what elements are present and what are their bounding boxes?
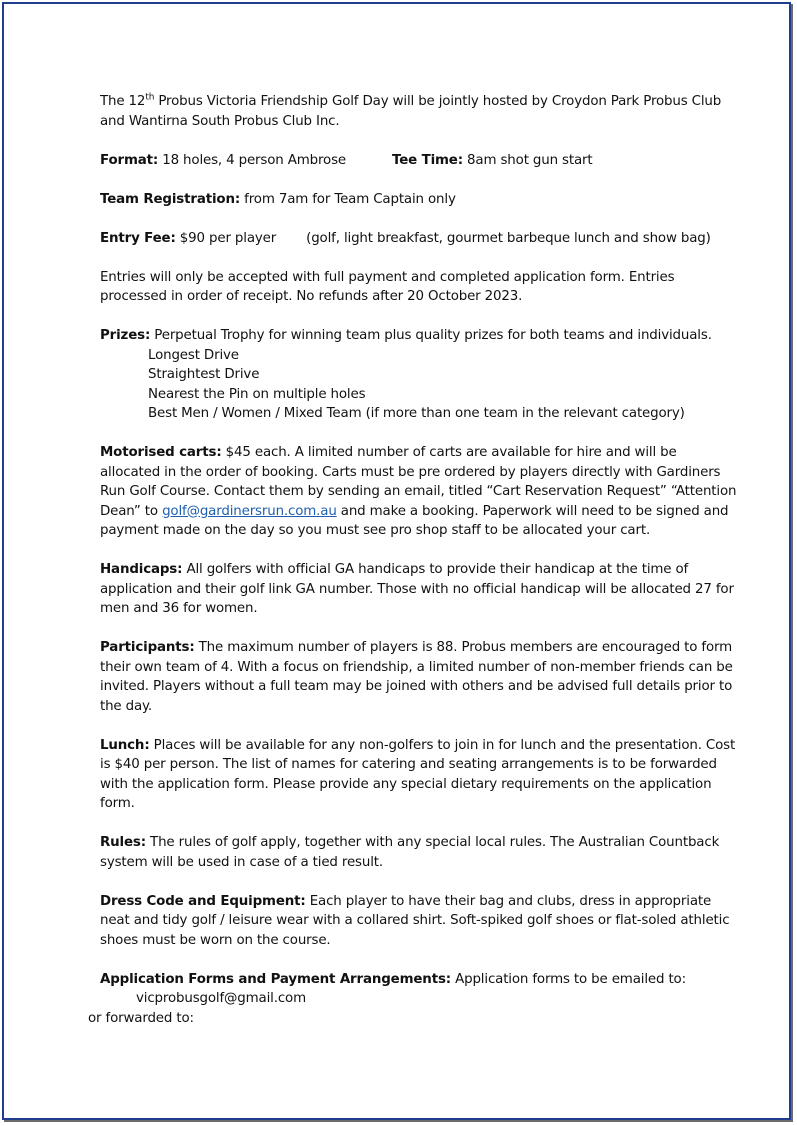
registration-line: Team Registration: from 7am for Team Captain only (100, 191, 456, 207)
prize-item: Straightest Drive (148, 367, 260, 382)
application-email: vicprobusgolf@gmail.com (136, 991, 306, 1006)
application-paragraph: Application Forms and Payment Arrangements: Application forms to be emailed to: (100, 971, 686, 987)
entry-fee-note: (golf, light breakfast, gourmet barbeque lunch and show bag) (306, 230, 711, 246)
participants-paragraph: Participants: The maximum number of players is 88. Probus members are encouraged to form their own team of 4. With a focus on friendship, a limited number of non-member friends can be invited. Players without a full team may be joined with others and be advised full details prior to the day. (100, 640, 733, 714)
entry-fee-line: Entry Fee: $90 per player (golf, light breakfast, gourmet barbeque lunch and show bag) (100, 230, 711, 246)
prize-item: Best Men / Women / Mixed Team (if more than one team in the relevant category) (148, 406, 685, 421)
cart-email-link[interactable]: golf@gardinersrun.com.au (162, 503, 337, 519)
intro-paragraph: The 12th Probus Victoria Friendship Golf Day will be jointly hosted by Croydon Park Probus Club and Wantirna South Probus Club Inc. (100, 92, 722, 129)
tee-time-value: 8am shot gun start (462, 152, 593, 168)
format-label: Format: (100, 152, 159, 168)
document-body (88, 92, 740, 1028)
lunch-paragraph: Lunch: Places will be available for any non-golfers to join in for lunch and the presentation. Cost is $40 per person. The list of names for catering and seating arrangements is to be forwarded with the application form. Please provide any special dietary requirements on the application form. (100, 737, 736, 811)
forwarded-line: or forwarded to: (88, 1010, 194, 1026)
carts-paragraph: Motorised carts: $45 each. A limited number of carts are available for hire and will be allocated in the order of booking. Carts must be pre ordered by players directly with Gardiners Run Golf Course. Contact them by sending an email, titled “Cart Reservation Request” “Attention Dean” to golf@gardinersrun.com.au and make a booking. Paperwork will need to be signed and payment made on the day so you must see pro shop staff to be allocated your cart. (100, 445, 737, 538)
prize-item: Nearest the Pin on multiple holes (148, 386, 366, 402)
prizes-paragraph: Prizes: Perpetual Trophy for winning team plus quality prizes for both teams and individuals. (100, 328, 712, 343)
rules-paragraph: Rules: The rules of golf apply, together with any special local rules. The Australian Countback system will be used in case of a tied result. (100, 835, 720, 870)
dress-code-paragraph: Dress Code and Equipment: Each player to have their bag and clubs, dress in appropriate neat and tidy golf / leisure wear with a collared shirt. Soft-spiked golf shoes or flat-soled athletic shoes must be worn on the course. (100, 893, 730, 948)
document-page (2, 2, 791, 1120)
handicaps-paragraph: Handicaps: All golfers with official GA handicaps to provide their handicap at the time of application and their golf link GA number. Those with no official handicap will be allocated 27 for men and 36 for women. (100, 562, 734, 616)
tee-time-label: Tee Time: (392, 152, 463, 168)
prize-item: Longest Drive (148, 347, 239, 363)
format-line (100, 151, 740, 171)
format-value: 18 holes, 4 person Ambrose (158, 152, 346, 168)
entries-paragraph: Entries will only be accepted with full payment and completed application form. Entries processed in order of receipt. No refunds after 20 October 2023. (100, 269, 675, 304)
